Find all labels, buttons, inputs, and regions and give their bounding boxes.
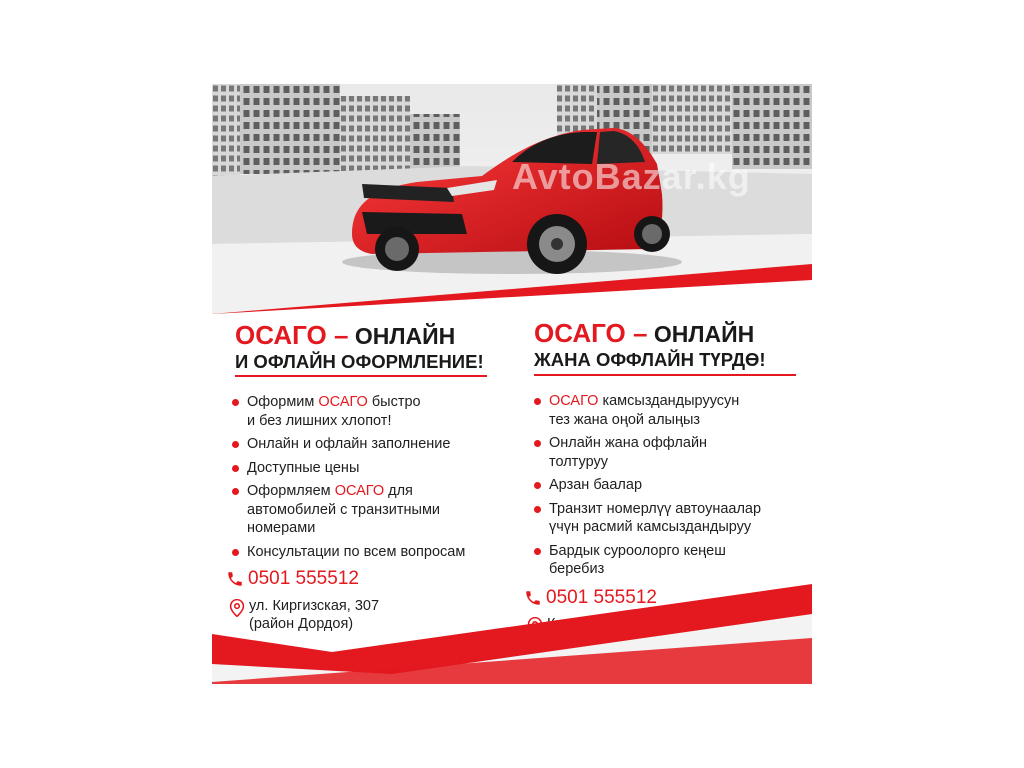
list-item: ОСАГО камсыздандыруусун тез жана оңой алыңыз <box>534 392 809 429</box>
list-item: Транзит номерлүү автоунаалар үчүн расмий камсыздандыруу <box>534 500 809 537</box>
list-item: Доступные цены <box>232 459 517 478</box>
bullet-dot-icon <box>534 482 541 489</box>
osago-ad-card <box>212 84 812 684</box>
ru-headline-line2: И ОФЛАЙН ОФОРМЛЕНИЕ! <box>235 351 484 372</box>
ky-headline-brand: ОСАГО – <box>534 318 648 348</box>
hero-image <box>212 84 812 314</box>
watermark-text: AvtoBazar.kg <box>512 156 751 197</box>
ru-address-line1: ул. Киргизская, 307 <box>249 598 380 614</box>
list-item: Онлайн жана оффлайн толтуруу <box>534 434 809 471</box>
ru-bullet-list <box>232 393 517 566</box>
ru-address-line2: (район Дордоя) <box>249 616 354 632</box>
ru-phone-number: 0501 555512 <box>248 568 359 589</box>
bullet-dot-icon <box>232 488 239 495</box>
list-item: Арзан баалар <box>534 476 809 495</box>
bullet-dot-icon <box>534 506 541 513</box>
bullet-dot-icon <box>534 398 541 405</box>
ru-divider <box>235 375 487 377</box>
bullet-dot-icon <box>232 441 239 448</box>
car-photo <box>212 84 812 314</box>
list-item: Консультации по всем вопросам <box>232 543 517 562</box>
ky-headline-line2: ЖАНА ОФФЛАЙН ТҮРДӨ! <box>534 349 766 370</box>
list-item: Оформим ОСАГО быстро и без лишних хлопот! <box>232 393 517 430</box>
list-item: Бардык суроолорго кеңеш беребиз <box>534 542 809 579</box>
bottom-red-wave <box>212 574 812 684</box>
ru-headline <box>235 322 484 375</box>
bullet-dot-icon <box>232 465 239 472</box>
list-item: Оформляем ОСАГО для автомобилей с транзитными номерами <box>232 482 517 538</box>
ky-phone-number: 0501 555512 <box>546 587 657 608</box>
ru-headline-brand: ОСАГО – <box>235 320 349 350</box>
list-item: Онлайн и офлайн заполнение <box>232 435 517 454</box>
bullet-dot-icon <box>232 399 239 406</box>
ru-headline-online: ОНЛАЙН <box>348 323 456 349</box>
bullet-dot-icon <box>534 548 541 555</box>
bullet-dot-icon <box>232 549 239 556</box>
ky-headline-online: ОНЛАЙН <box>647 321 755 347</box>
ky-headline <box>534 320 766 373</box>
bullet-dot-icon <box>534 440 541 447</box>
ky-divider <box>534 374 796 376</box>
ky-bullet-list <box>534 392 809 584</box>
